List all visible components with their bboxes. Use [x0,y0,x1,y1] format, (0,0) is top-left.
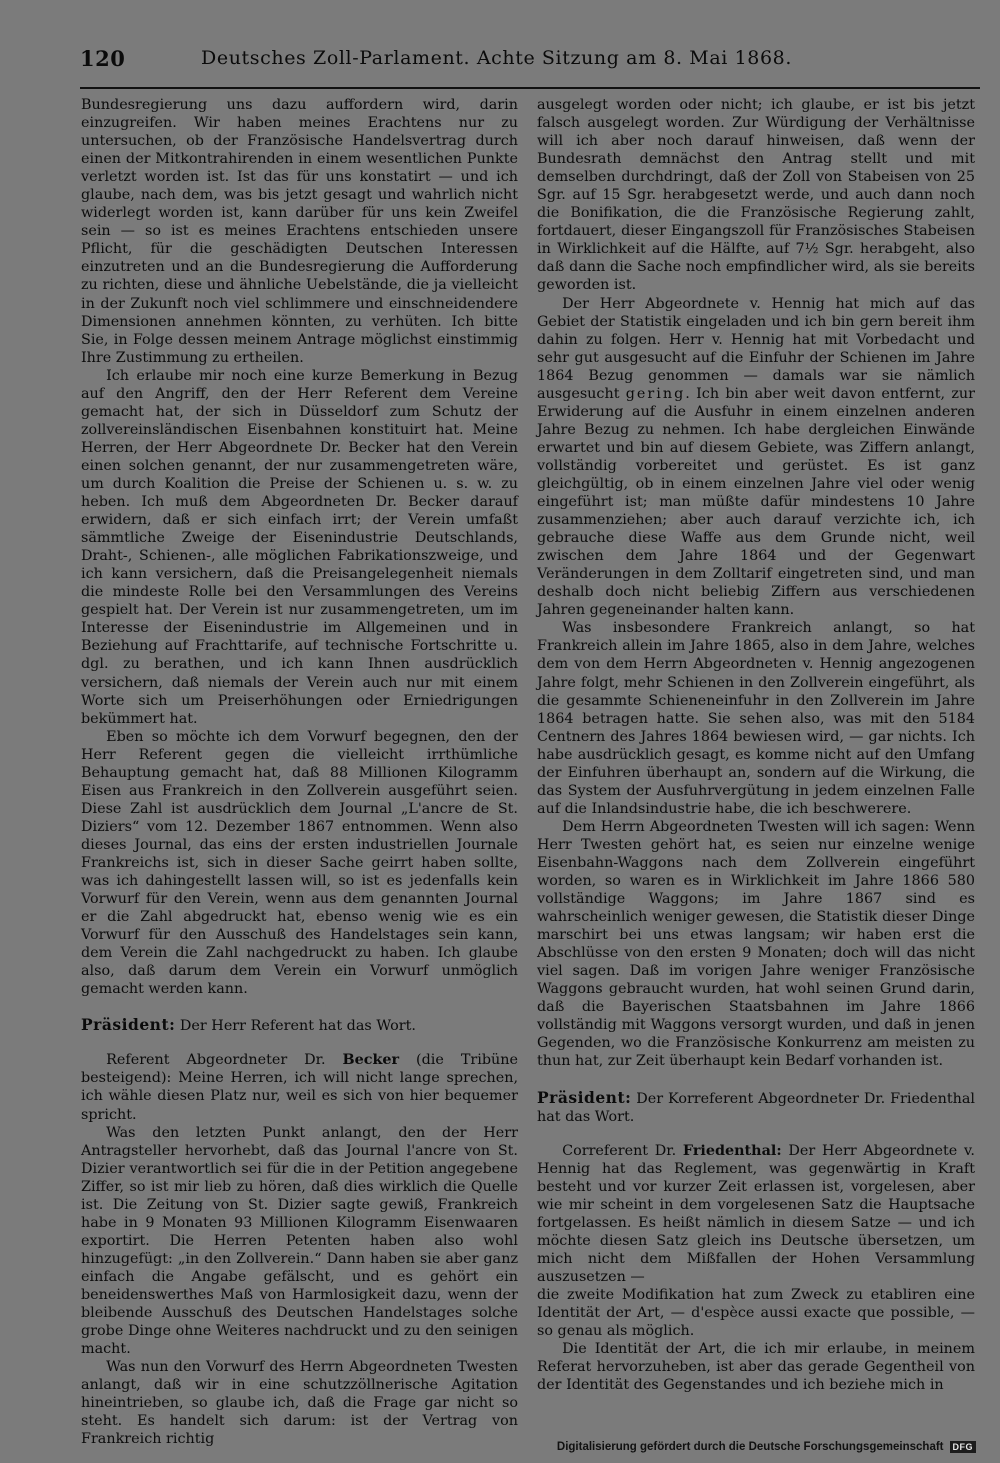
right-column [537,96,975,1394]
quotation: die zweite Modifikation hat zum Zweck zu etabliren eine Identität der Art, — d'espèce aussi exacte que possible, — so genau als möglich. [537,1287,975,1340]
president-statement [537,1089,975,1126]
paragraph [537,295,975,620]
paragraph-text: Der Herr Abgeordnete v. Hennig hat mich auf das Gebiet der Statistik eingeladen und ich bin gern bereit ihm dahin zu folgen. Herr v. Hennig hat mit Vorbedacht und sehr gut ausgesucht auf die Einfuhr der Schienen im Jahre 1864 Bezug genommen — damals war sie nämlich ausgesucht [537,295,975,402]
president-statement [81,1016,518,1035]
paragraph: Was den letzten Punkt anlangt, den der Herr Antragsteller hervorhebt, daß das Journal l'ancre von St. Dizier verantwortlich sei für die in der Petition angegebene Ziffer, so ist mir lieb zu hören, daß dies wirklich die Quelle ist. Die Zeitung von St. Dizier sagte gewiß, Frankreich habe in 9 Monaten 93 Millionen Kilogramm Eisenwaaren exportirt. Die Herren Petenten haben also wohl hinzugefügt: „in den Zollverein.“ Dann haben sie aber ganz einfach die Angabe gefälscht, und es gehört ein beneidenswerthes Maß von Harmlosigkeit dazu, wenn der bleibende Ausschuß des Deutschen Handelstages solche grobe Dinge ohne Weiteres nachdruckt und zu den seinigen macht. [81,1124,518,1358]
speaker-name: Friedenthal: [682,1142,782,1159]
page-number: 120 [80,46,126,71]
header-rule [80,87,980,89]
paragraph: Was nun den Vorwurf des Herrn Abgeordneten Twesten anlangt, daß wir in eine schutzzöllnerische Agitation hineintrieben, so glaube ich, daß die Frage gar nicht so steht. Es handelt sich darum: ist der Vertrag von Frankreich richtig [81,1359,518,1448]
speaker-paragraph [81,1051,518,1123]
statement-text: Der Herr Abgeordnete v. Hennig hat das Reglement, was gegenwärtig in Kraft besteht und vor kurzer Zeit erlassen ist, vorgelesen, aber wie mir scheint in dem vorgelesenen Satz die Hauptsache fortgelassen. Es heißt nämlich in diesem Satze — und ich möchte diesen Satz gleich ins Deutsche übersetzen, um mich nicht dem Mißfallen der Hohen Versammlung auszusetzen — [537,1142,975,1285]
speaker-intro: Referent Abgeordneter Dr. [106,1052,343,1069]
emphasized-word: gering [625,385,686,402]
page-header [80,46,980,76]
statement-text: (die Tribüne besteigend): Meine Herren, ich will nicht lange sprechen, ich wähle diesen Platz nur, weil es sich von hier bequemer spricht. [81,1052,518,1123]
paragraph: Was insbesondere Frankreich anlangt, so hat Frankreich allein im Jahre 1865, also in dem Jahre, welches dem von dem Herrn Abgeordneten v. Hennig angezogenen Jahre folgt, mehr Schienen in den Zollverein eingeführt, als die gesammte Schieneneinfuhr in den Zollverein im Jahre 1864 betragen hatte. Sie sehen also, was mit den 5184 Centnern des Jahres 1864 bewiesen wird, — gar nichts. Ich habe ausdrücklich gesagt, es komme nicht auf den Umfang der Einfuhren überhaupt an, sondern auf die Wirkung, die das System der Ausfuhrvergütung in jedem einzelnen Falle auf die Inlandsindustrie habe, die ich beschwerere. [537,620,975,817]
speaker-paragraph [537,1142,975,1286]
dfg-logo: DFG [950,1441,977,1453]
paragraph-text: . Ich bin aber weit davon entfernt, zur Erwiderung auf die Ausfuhr in einem einzelnen anderen Jahre Bezug zu nehmen. Ich habe dergleichen Einwände erwartet und bin auf diesem Gebiete, was Ziffern anlangt, vollständig vorbereitet und gerüstet. Es ist ganz gleichgültig, ob in einem einzelnen Jahre viel oder wenig eingeführt ist; man müßte dafür mindestens 10 Jahre zusammenziehen; aber auch darauf verzichte ich, ich gebrauche diese Waffe aus dem Grunde nicht, weil zwischen dem Jahre 1864 und der Gegenwart Veränderungen in dem Zolltarif eingetreten sind, und man deshalb doch nicht beliebig Ziffern aus verschiedenen Jahren gegeneinander halten kann. [537,385,975,619]
funding-note: Digitalisierung gefördert durch die Deutsche Forschungsgemeinschaft [556,1441,944,1453]
paragraph: Dem Herrn Abgeordneten Twesten will ich sagen: Wenn Herr Twesten gehört hat, es seien nur einzelne wenige Eisenbahn-Waggons nach dem Zollverein eingeführt worden, so waren es in Wirklichkeit im Jahre 1866 580 vollständige Waggons; im Jahre 1867 sind es wahrscheinlich weniger gewesen, die Statistik dieser Dinge marschirt bei uns etwas langsam; wir haben erst die Abschlüsse von den ersten 9 Monaten; doch will das nicht viel sagen. Daß im vorigen Jahre weniger Französische Waggons gebraucht wurden, hat wohl seinen Grund darin, daß die Bayerischen Staatsbahnen im Jahre 1866 vollständig mit Waggons versorgt wurden, und daß in jenen Gegenden, wo die Französische Konkurrenz am meisten zu thun hat, zur Zeit überhaupt kein Bedarf vorhanden ist. [537,818,975,1070]
paragraph: Eben so möchte ich dem Vorwurf begegnen, den der Herr Referent gegen die vielleicht irrthümliche Behauptung gemacht hat, daß 88 Millionen Kilogramm Eisen aus Frankreich in den Zollverein ausgeführt seien. Diese Zahl ist ausdrücklich dem Journal „L'ancre de St. Diziers“ vom 12. Dezember 1867 entnommen. Wenn also dieses Journal, das eins der ersten industriellen Journale Frankreichs ist, sich in dieser Sache geirrt haben sollte, was ich dahingestellt lassen will, so ist es jedenfalls kein Vorwurf für den Verein, wenn aus dem genannten Journal er die Zahl abgedruckt hat, ebenso wenig wie es ein Vorwurf für den Ausschuß des Handelstages sein kann, dem Verein die Zahl nachgedruckt zu haben. Ich glaube also, daß darum dem Verein ein Vorwurf unmöglich gemacht werden kann. [81,728,518,998]
paragraph: ausgelegt worden oder nicht; ich glaube, er ist bis jetzt falsch ausgelegt worden. Zur Würdigung der Verhältnisse will ich aber noch darauf hinweisen, daß wenn der Bundesrath demnächst den Antrag stellt und mit demselben durchdringt, daß der Zoll von Stabeisen von 25 Sgr. auf 15 Sgr. herabgesetzt werde, und auch dann noch die Bonifikation, die die Französische Regierung zahlt, fortdauert, dieser Eingangszoll für Französisches Stabeisen in Wirklichkeit auf die Hälfte, auf 7½ Sgr. herabgeht, also daß dann die Sache noch empfindlicher wird, als sie bereits geworden ist. [537,97,975,294]
speaker-label: Präsident: [81,1015,176,1035]
paragraph: Ich erlaube mir noch eine kurze Bemerkung in Bezug auf den Angriff, den der Herr Referent dem Vereine gemacht hat, der sich in Düsseldorf zum Schutz der zollvereinsländischen Eisenbahnen konstituirt hat. Meine Herren, der Herr Abgeordnete Dr. Becker hat den Verein einen solchen genannt, der nur zusammengetreten wäre, um durch Koalition die Preise der Schienen u. s. w. zu heben. Ich muß dem Abgeordneten Dr. Becker darauf erwidern, daß er sich einfach irrt; der Verein umfaßt sämmtliche Zweige der Eisenindustrie Deutschlands, Draht-, Schienen-, alle möglichen Fabrikationszweige, und ich kann versichern, daß die Preisangelegenheit niemals die mindeste Rolle bei den Versammlungen des Vereins gespielt hat. Der Verein ist nur zusammengetreten, um im Interesse der Eisenindustrie im Allgemeinen und in Beziehung auf Frachttarife, auf technische Fortschritte u. dgl. zu berathen, und ich kann Ihnen ausdrücklich versichern, daß niemals der Verein auch nur mit einem Worte sich um Preiserhöhungen oder Erniedrigungen bekümmert hat. [81,367,518,727]
paragraph: Die Identität der Art, die ich mir erlaube, in meinem Referat hervorzuheben, ist aber das gerade Gegentheil von der Identität des Gegenstandes und ich beziehe mich in [537,1341,975,1394]
speaker-name: Becker [342,1052,400,1069]
running-title: Deutsches Zoll-Parlament. Achte Sitzung am 8. Mai 1868. [201,47,792,69]
statement-text: Der Herr Referent hat das Wort. [175,1018,416,1035]
speaker-intro: Correferent Dr. [562,1142,683,1159]
statement-text: Der Korreferent Abgeordneter Dr. Friedenthal hat das Wort. [537,1090,975,1125]
speaker-label: Präsident: [537,1087,632,1107]
footer-credit [557,1441,976,1453]
paragraph: Bundesregierung uns dazu auffordern wird, darin einzugreifen. Wir haben meines Erachtens nur zu untersuchen, ob der Französische Handelsvertrag durch einen der Mitkontrahirenden in einem wesentlichen Punkte verletzt worden ist. Ist das für uns konstatirt — und ich glaube, nach dem, was bis jetzt gesagt und wahrlich nicht widerlegt worden ist, kann darüber für uns kein Zweifel sein — so ist es meines Erachtens entschieden unsere Pflicht, für die geschädigten Deutschen Interessen einzutreten und an die Bundesregierung die Aufforderung zu richten, diese und ähnliche Uebelstände, die ja vielleicht in der Zukunft noch viel schlimmere und einschneidendere Dimensionen annehmen könnten, zu verhüten. Ich bitte Sie, in Folge dessen meinem Antrage möglichst einstimmig Ihre Zustimmung zu ertheilen. [81,97,518,366]
left-column [81,96,518,1448]
